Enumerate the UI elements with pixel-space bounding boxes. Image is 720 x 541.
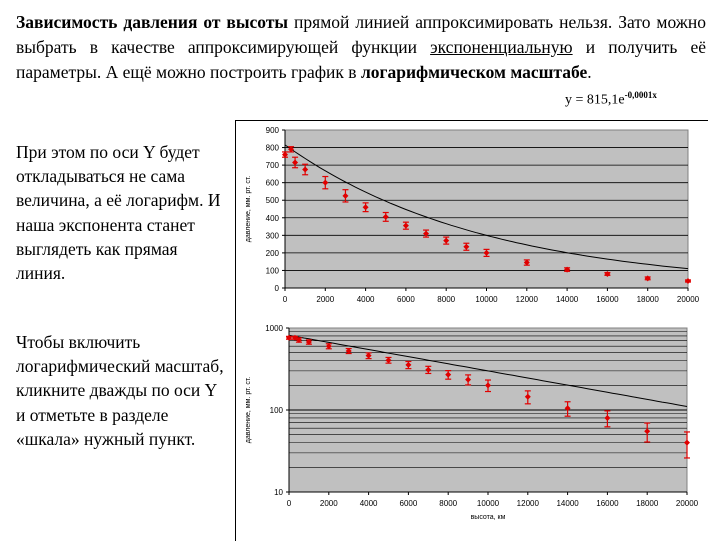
x-tick-label: 2000 [316,295,335,304]
x-tick-label: 0 [282,295,288,304]
x-tick-label: 16000 [596,295,619,304]
x-tick-label: 20000 [675,499,699,508]
intro-rest-1: прямой линией аппроксимировать нельзя. Зато можно выбрать в качестве аппроксимирующей функции [16,12,706,57]
y-tick-label: 600 [265,178,279,188]
x-tick-label: 4000 [359,499,378,508]
x-tick-label: 6000 [399,499,418,508]
x-tick-label: 2000 [319,499,338,508]
y-tick-label: 300 [265,231,279,241]
x-axis-label: высота, км [470,514,506,521]
side-text-1: При этом по оси Y будет откладываться не сама величина, а её логарифм. И наша экспонента станет выглядеть как прямая линия. [16,142,221,284]
trend-formula [565,90,657,109]
x-tick-label: 18000 [636,499,659,508]
formula-base: y = 815,1e [565,92,625,108]
y-tick-label: 10 [274,488,283,497]
x-tick-label: 10000 [475,295,498,304]
intro-rest-2: и получить её параметры. А ещё можно построить график в [16,37,707,82]
x-tick-label: 0 [286,499,292,508]
y-tick-label: 700 [265,161,279,171]
intro-rest-3: . [587,62,592,82]
x-tick-label: 8000 [439,499,458,508]
plot-area [285,130,688,288]
y-tick-label: 800 [265,143,279,153]
y-tick-label: 500 [265,196,279,206]
x-tick-label: 14000 [556,499,579,508]
intro-bold-2: логарифмическом масштабе [360,62,588,82]
y-tick-label: 100 [265,266,279,276]
x-tick-label: 12000 [516,499,539,508]
y-axis-label: давление, мм. рт. ст. [245,175,252,243]
x-tick-label: 14000 [555,295,579,304]
intro-paragraph [16,10,706,85]
x-tick-label: 18000 [636,295,659,304]
x-tick-label: 16000 [596,499,619,508]
intro-bold-1: Зависимость давления от высоты [16,12,289,32]
side-text-2: Чтобы включить логарифмический масштаб, кликните дважды по оси Y и отметьте в разделе «шкала» нужный пункт. [16,332,224,449]
y-tick-label: 400 [265,213,279,223]
intro-text [16,10,706,85]
formula-exponent: -0,0001x [624,90,657,100]
y-tick-label: 1000 [265,324,283,333]
log-chart[interactable] [236,316,706,528]
x-tick-label: 8000 [437,295,456,304]
x-tick-label: 4000 [356,295,375,304]
x-tick-label: 12000 [515,295,538,304]
linear-chart[interactable] [236,122,706,312]
intro-underline: экспоненциальную [430,37,573,57]
x-tick-label: 10000 [476,499,500,508]
y-tick-label: 900 [265,126,279,135]
y-tick-label: 200 [265,248,279,258]
y-tick-label: 0 [274,284,279,293]
x-tick-label: 20000 [676,295,700,304]
x-tick-label: 6000 [397,295,415,304]
y-tick-label: 100 [269,406,283,415]
y-axis-label: давление, мм. рт. ст. [245,376,252,444]
